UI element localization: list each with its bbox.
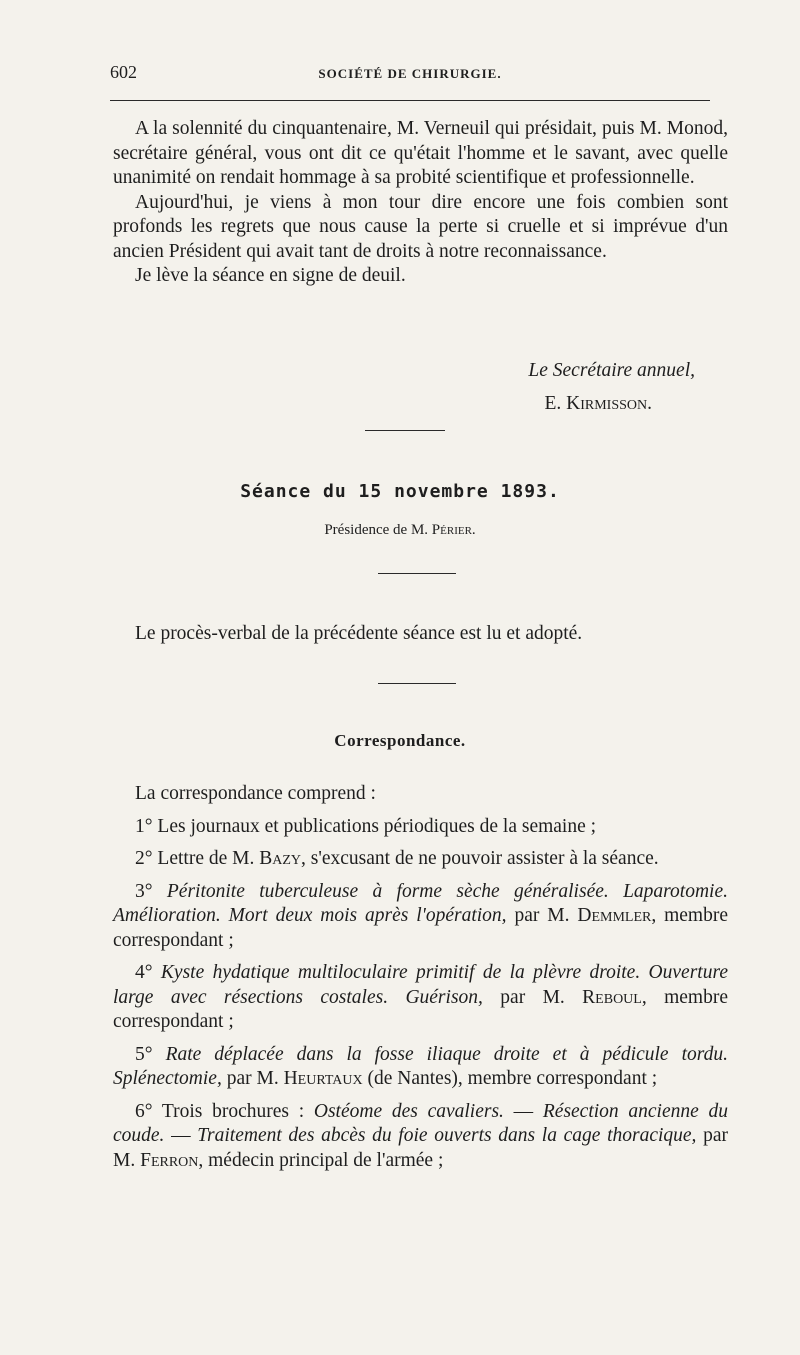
- list-item: 2° Lettre de M. Bazy, s'excusant de ne pouvoir assister à la séance.: [135, 848, 659, 869]
- header-rule: [110, 100, 710, 101]
- person-name: Ferron: [140, 1149, 199, 1171]
- proces-verbal-block: [113, 622, 728, 647]
- list-item: 3° Péritonite tuberculeuse à forme sèche généralisée. Laparotomie. Amélioration. Mort deux mois après l'opération, par M. Demmler, membre correspondant ;: [113, 880, 729, 951]
- publication-title: Kyste hydatique multiloculaire primitif de la plèvre droite. Ouverture large avec résections costales. Guérison,: [113, 962, 728, 1008]
- proces-verbal: Le procès-verbal de la précédente séance est lu et adopté.: [135, 623, 583, 644]
- correspondance-intro: La correspondance comprend :: [135, 783, 376, 804]
- list-item: 1° Les journaux et publications périodiques de la semaine ;: [135, 815, 597, 837]
- signature-initial: E.: [544, 393, 567, 414]
- publication-title: Ostéome des cavaliers.: [313, 1100, 504, 1122]
- person-name: Bazy: [259, 848, 301, 869]
- signature-role: Le Secrétaire annuel,: [528, 360, 695, 381]
- paragraph-deuil: Je lève la séance en signe de deuil.: [135, 265, 406, 286]
- signature-name: [544, 393, 652, 415]
- person-name: Reboul: [582, 986, 642, 1008]
- publication-title: Péritonite tuberculeuse à forme sèche généralisée. Laparotomie. Amélioration. Mort deux mois après l'opération,: [113, 880, 728, 926]
- list-item: 5° Rate déplacée dans la fosse iliaque droite et à pédicule tordu. Splénectomie, par M. Heurtaux (de Nantes), membre correspondant ;: [113, 1043, 728, 1089]
- list-item: 6° Trois brochures : Ostéome des cavaliers. — Résection ancienne du coude. — Traitement des abcès du foie ouverts dans la cage thoracique, par M. Ferron, médecin principal de l'armée ;: [113, 1100, 729, 1171]
- presidence-line: [0, 522, 800, 539]
- separator-rule: [378, 573, 456, 574]
- person-name: Demmler: [577, 905, 652, 926]
- person-name: Heurtaux: [283, 1068, 363, 1089]
- page-header: [110, 62, 710, 92]
- publication-title: Rate déplacée dans la fosse iliaque droite et à pédicule tordu. Splénectomie,: [113, 1043, 728, 1089]
- separator-rule: [365, 430, 445, 431]
- closing-paragraphs: [113, 117, 728, 289]
- signature-surname: Kirmisson.: [566, 393, 652, 414]
- publication-title: Traitement des abcès du foie ouverts dans la cage thoracique,: [197, 1125, 697, 1146]
- paragraph-regrets: Aujourd'hui, je viens à mon tour dire encore une fois combien sont profonds les regrets que nous cause la perte si cruelle et si imprévue d'un ancien Président qui avait tant de droits à notre reconnaissance.: [113, 191, 728, 262]
- seance-title: Séance du 15 novembre 1893.: [240, 481, 560, 502]
- president-name: Périer.: [431, 522, 476, 538]
- correspondance-list: [113, 782, 728, 1173]
- section-title-correspondance: Correspondance.: [334, 731, 466, 750]
- separator-rule: [378, 683, 456, 684]
- running-head: SOCIÉTÉ DE CHIRURGIE.: [318, 66, 502, 81]
- page-number: 602: [110, 62, 137, 82]
- paragraph-cinquantenaire: A la solennité du cinquantenaire, M. Verneuil qui présidait, puis M. Monod, secrétaire général, vous ont dit ce qu'était l'homme et le savant, avec quelle unanimité on rendait hommage à sa probité scientifique et professionnelle.: [113, 118, 728, 188]
- presidence-prefix: Présidence de M.: [324, 522, 432, 538]
- publication-title: Résection ancienne du coude.: [113, 1100, 729, 1146]
- list-item: 4° Kyste hydatique multiloculaire primitif de la plèvre droite. Ouverture large avec résections costales. Guérison, par M. Reboul, membre correspondant ;: [113, 962, 728, 1032]
